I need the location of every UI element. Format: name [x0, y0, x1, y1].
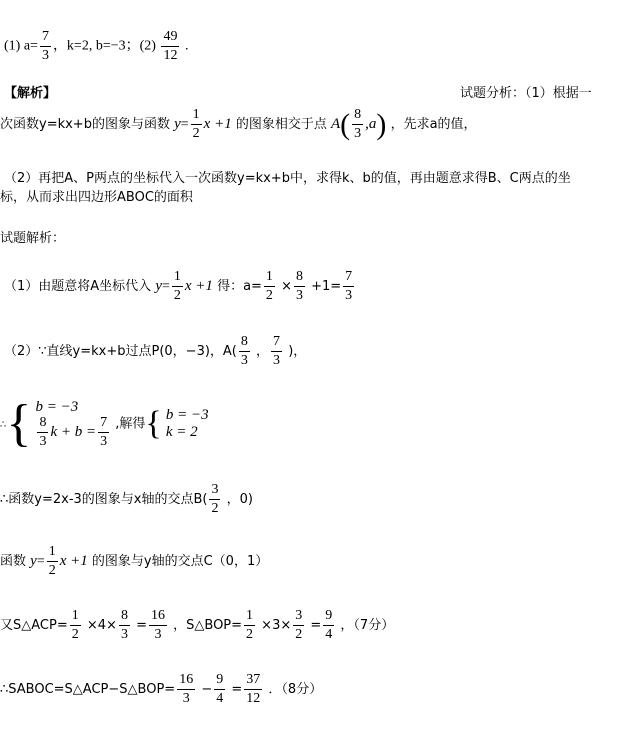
answer-line	[4, 30, 188, 63]
step1-prefix: （1）由题意将A坐标代入	[4, 279, 152, 294]
s3-num: 3	[209, 483, 220, 500]
answer-part1-prefix: (1) a=	[4, 38, 38, 54]
step1-half-b	[264, 270, 275, 303]
s6-result	[244, 673, 262, 706]
s3-den: 2	[211, 501, 219, 516]
analysis-summary-line2	[0, 108, 477, 141]
area-fraction	[161, 30, 179, 63]
s5-nine-quarters	[323, 609, 334, 642]
s5-8-num: 8	[119, 609, 130, 626]
step6-eq: =	[231, 682, 243, 697]
s6-37-num: 37	[244, 673, 262, 690]
step2-ax	[239, 335, 250, 368]
s5-eight-thirds	[119, 609, 130, 642]
solve-text: ,解得	[115, 416, 146, 432]
s1-7-num: 7	[343, 270, 354, 287]
half-den: 2	[192, 126, 200, 141]
sys-eq2-rhs	[98, 416, 109, 449]
answer-part1-rest: ，k=2, b=−3；(2)	[52, 38, 156, 54]
step2-line	[4, 335, 306, 368]
a-value-fraction	[40, 30, 51, 63]
ax-den: 3	[354, 126, 362, 141]
s5-9-den: 4	[325, 627, 333, 642]
step3-prefix: ∴函数y=2x-3的图象与x轴的交点B(	[0, 492, 208, 507]
step5-mid: ，S△BOP=	[173, 618, 243, 633]
a-num: 7	[40, 30, 51, 47]
step1-seven-thirds	[343, 270, 354, 303]
equation-system	[35, 399, 111, 449]
sys-7-den: 3	[100, 434, 108, 450]
step1-line	[4, 270, 356, 303]
s2-ay-num: 7	[271, 335, 282, 352]
func-x-plus-1: x +1	[203, 116, 232, 132]
s5b-num: 1	[244, 609, 255, 626]
s5b-den: 2	[246, 627, 254, 642]
sys-7-num: 7	[98, 416, 109, 433]
s6-16-den: 3	[182, 691, 190, 706]
sol-k: k = 2	[165, 424, 198, 440]
right-paren: )	[376, 107, 387, 141]
step1-eq: =	[161, 279, 170, 294]
s5-16-den: 3	[154, 627, 162, 642]
s5-half-b	[244, 609, 255, 642]
sys-8-num: 8	[37, 416, 48, 433]
s5-sixteen-thirds	[149, 609, 167, 642]
solution-heading: 试题解析：	[0, 231, 66, 246]
s2-ax-den: 3	[240, 353, 248, 368]
step5-line	[0, 609, 394, 642]
step1-eight-thirds	[294, 270, 305, 303]
step2-ay	[271, 335, 282, 368]
summary-text-a: 次函数y=kx+b的图象与函数	[0, 117, 170, 132]
s1-hb-den: 2	[265, 288, 273, 303]
step4-line	[0, 545, 268, 578]
s2-ay-den: 3	[273, 353, 281, 368]
a-y: ,a	[365, 116, 377, 132]
answer-period: .	[184, 38, 189, 54]
step4-y: y	[30, 553, 37, 569]
s1-7-den: 3	[345, 288, 353, 303]
step1-half	[172, 270, 183, 303]
a-den: 3	[41, 48, 49, 63]
step3-suffix: ，0)	[226, 492, 253, 507]
sys-eq1: b = −3	[35, 398, 79, 415]
area-num: 49	[161, 30, 179, 47]
step2-prefix: （2）∵直线y=kx+b过点P(0，−3)，A(	[4, 344, 237, 359]
left-paren: (	[340, 107, 351, 141]
step6-line	[0, 673, 322, 706]
s5-half-a	[70, 609, 81, 642]
half-num: 1	[191, 108, 202, 125]
area-den: 12	[163, 48, 178, 63]
analysis-heading: 【解析】	[4, 86, 57, 101]
step5-times3: ×3×	[261, 618, 292, 633]
step4-half	[47, 545, 58, 578]
equation-system-line	[0, 395, 209, 452]
s5-8-den: 3	[120, 627, 128, 642]
step4-prefix: 函数	[0, 554, 27, 569]
step6-score: ．（8分）	[268, 682, 323, 697]
half-fraction	[191, 108, 202, 141]
step3-bx	[209, 483, 220, 516]
s5a-den: 2	[71, 627, 79, 642]
point-a: A	[331, 116, 341, 132]
step4-x-plus-1: x +1	[59, 553, 88, 569]
func-eq: =	[180, 117, 189, 132]
summary-text-b: 的图象相交于点	[235, 117, 327, 132]
step1-get: 得：a=	[217, 279, 262, 294]
sys-eq2-tail: k + b =	[50, 424, 97, 441]
sol-b: b = −3	[165, 406, 209, 423]
step4-eq: =	[36, 554, 45, 569]
s5-16-num: 16	[149, 609, 167, 626]
step5-eq-b: =	[310, 618, 322, 633]
s2-ax-num: 8	[239, 335, 250, 352]
s6-9-den: 4	[216, 691, 224, 706]
sys-8-den: 3	[39, 434, 47, 450]
therefore-sign: ∴	[0, 419, 7, 431]
step5-eq-a: =	[136, 618, 147, 633]
func-y: y	[174, 116, 181, 132]
step2-comma: ，	[256, 344, 270, 359]
s4-den: 2	[48, 563, 56, 578]
s5-3-den: 2	[295, 627, 303, 642]
s6-sixteen-thirds	[177, 673, 195, 706]
step4-suffix: 的图象与y轴的交点C（0，1）	[91, 554, 269, 569]
s6-nine-quarters	[214, 673, 225, 706]
s5-three-halves	[293, 609, 304, 642]
s5-9-num: 9	[323, 609, 334, 626]
s5a-num: 1	[70, 609, 81, 626]
solution-brace: {	[145, 405, 162, 442]
summary-text-c: ，先求a的值，	[390, 117, 477, 132]
solution-system	[166, 407, 209, 442]
step5-score: ，（7分）	[340, 618, 395, 633]
step1-times: ×	[281, 279, 292, 294]
step1-y: y	[155, 278, 162, 294]
step5-times4: ×4×	[86, 618, 117, 633]
left-brace: {	[6, 395, 32, 452]
step1-x-plus-1: x +1	[184, 278, 213, 294]
step6-prefix: ∴SABOC=S△ACP−S△BOP=	[0, 682, 176, 697]
s1-half-den: 2	[173, 288, 181, 303]
sys-eq2-frac	[37, 416, 48, 449]
s4-num: 1	[47, 545, 58, 562]
analysis-summary-line3: （2）再把A、P两点的坐标代入一次函数y=kx+b中，求得k、b的值，再由题意求得B、C两点的坐	[4, 171, 571, 186]
a-x-fraction	[352, 108, 363, 141]
s6-12-den: 12	[246, 691, 261, 706]
ax-num: 8	[352, 108, 363, 125]
step3-line	[0, 483, 253, 516]
s6-9-num: 9	[214, 673, 225, 690]
s6-16-num: 16	[177, 673, 195, 690]
step1-plus: +1=	[311, 279, 342, 294]
s1-half-num: 1	[172, 270, 183, 287]
step2-close: )，	[288, 344, 307, 359]
s5-3-num: 3	[293, 609, 304, 626]
s1-8-den: 3	[295, 288, 303, 303]
s1-8-num: 8	[294, 270, 305, 287]
step5-prefix: 又S△ACP=	[0, 618, 68, 633]
step6-minus: −	[201, 682, 213, 697]
analysis-summary-line4: 标，从而求出四边形ABOC的面积	[0, 190, 193, 205]
analysis-summary-line1: 试题分析：（1）根据一	[460, 86, 592, 101]
s1-hb-num: 1	[264, 270, 275, 287]
sys-eq2	[35, 416, 111, 449]
